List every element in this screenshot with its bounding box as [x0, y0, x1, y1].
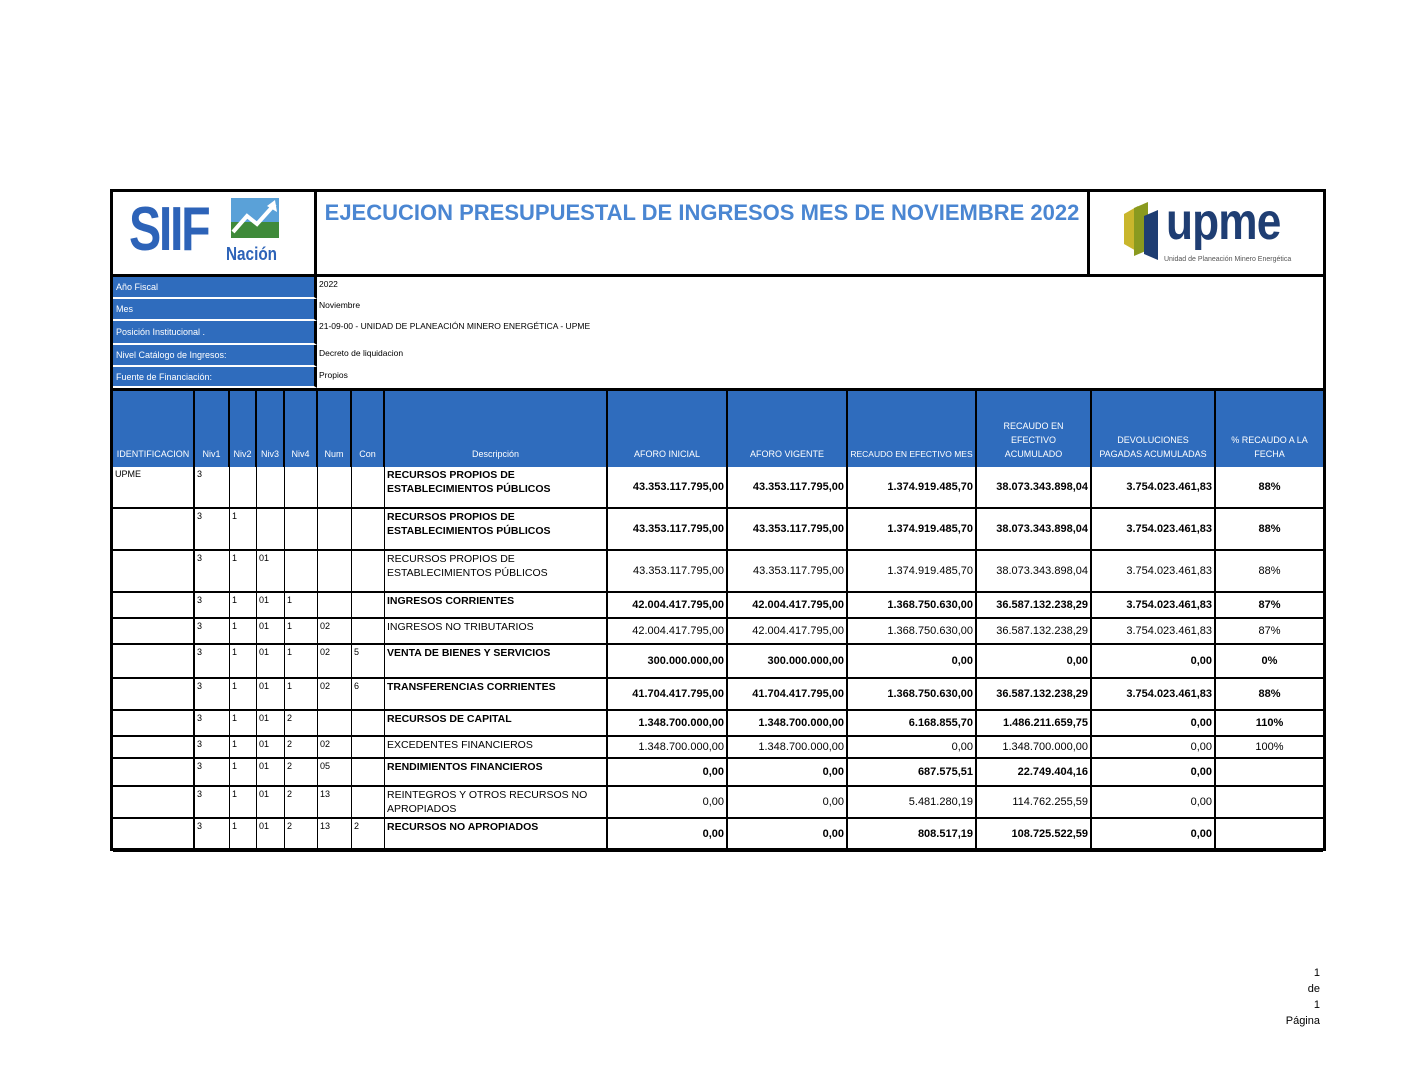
- cell-devoluciones: 3.754.023.461,83: [1092, 593, 1216, 617]
- cell-niv4: [285, 509, 318, 549]
- cell-con: 6: [352, 679, 385, 709]
- cell-devoluciones: 0,00: [1092, 711, 1216, 735]
- page-de: de: [1307, 983, 1320, 995]
- cell-niv2: 1: [230, 679, 257, 709]
- cell-niv4: [285, 551, 318, 591]
- info-label-anio-fiscal: Año Fiscal: [113, 277, 317, 299]
- cell-niv1: 3: [195, 509, 230, 549]
- cell-recaudo-acum: 38.073.343.898,04: [977, 551, 1092, 591]
- cell-recaudo-mes: 1.374.919.485,70: [848, 509, 977, 549]
- cell-recaudo-acum: 1.348.700.000,00: [977, 737, 1092, 757]
- cell-recaudo-acum: 1.486.211.659,75: [977, 711, 1092, 735]
- cell-aforo-inicial: 1.348.700.000,00: [608, 737, 728, 757]
- cell-aforo-inicial: 43.353.117.795,00: [608, 551, 728, 591]
- cell-con: [352, 787, 385, 817]
- cell-recaudo-acum: 114.762.255,59: [977, 787, 1092, 817]
- col-aforo-vigente: AFORO VIGENTE: [728, 391, 848, 467]
- cell-desc: TRANSFERENCIAS CORRIENTES: [385, 679, 608, 709]
- cell-con: 5: [352, 645, 385, 677]
- cell-niv1: 3: [195, 593, 230, 617]
- cell-num: 02: [318, 619, 352, 643]
- cell-desc: RECURSOS PROPIOS DE ESTABLECIMIENTOS PÚBLICOS: [385, 467, 608, 507]
- cell-recaudo-mes: 1.368.750.630,00: [848, 593, 977, 617]
- cell-niv3: 01: [257, 619, 285, 643]
- cell-num: 13: [318, 819, 352, 850]
- cell-num: [318, 593, 352, 617]
- cell-num: 02: [318, 645, 352, 677]
- cell-niv3: 01: [257, 759, 285, 785]
- cell-niv4: [285, 467, 318, 507]
- upme-logo-text: upme: [1166, 193, 1281, 251]
- page-total: 1: [1313, 999, 1320, 1011]
- cell-pct: 0%: [1261, 654, 1278, 667]
- cell-niv3: 01: [257, 679, 285, 709]
- cell-niv4: 2: [285, 737, 318, 757]
- cell-desc: REINTEGROS Y OTROS RECURSOS NO APROPIADOS: [385, 787, 608, 817]
- info-value-nivel-catalogo: Decreto de liquidacion: [319, 348, 404, 358]
- cell-recaudo-mes: 0,00: [848, 737, 977, 757]
- cell-niv2: 1: [230, 759, 257, 785]
- cell-aforo-inicial: 0,00: [608, 759, 728, 785]
- table-row: [113, 509, 1323, 551]
- cell-aforo-vigente: 0,00: [728, 819, 848, 850]
- cell-niv2: 1: [230, 711, 257, 735]
- cell-recaudo-acum: 36.587.132.238,29: [977, 679, 1092, 709]
- table-row: [113, 645, 1323, 679]
- cell-devoluciones: 0,00: [1092, 737, 1216, 757]
- cell-desc: INGRESOS NO TRIBUTARIOS: [385, 619, 608, 643]
- info-label-fuente: Fuente de Financiación:: [113, 367, 317, 388]
- cell-devoluciones: 3.754.023.461,83: [1092, 551, 1216, 591]
- cell-con: [352, 759, 385, 785]
- upme-emblem-icon: [1120, 200, 1166, 260]
- table-row: [113, 593, 1323, 619]
- cell-niv2: 1: [230, 787, 257, 817]
- cell-con: [352, 619, 385, 643]
- cell-con: [352, 467, 385, 507]
- cell-desc: RECURSOS PROPIOS DE ESTABLECIMIENTOS PÚBLICOS: [385, 551, 608, 591]
- cell-niv2: 1: [230, 645, 257, 677]
- cell-aforo-vigente: 1.348.700.000,00: [728, 711, 848, 735]
- cell-con: [352, 711, 385, 735]
- cell-niv2: 1: [230, 593, 257, 617]
- cell-recaudo-mes: 1.368.750.630,00: [848, 619, 977, 643]
- cell-niv1: 3: [195, 819, 230, 850]
- cell-pct: 110%: [1255, 716, 1284, 729]
- cell-desc: RENDIMIENTOS FINANCIEROS: [385, 759, 608, 785]
- cell-recaudo-acum: 0,00: [977, 645, 1092, 677]
- table-row: [113, 737, 1323, 759]
- cell-aforo-inicial: 1.348.700.000,00: [608, 711, 728, 735]
- cell-aforo-inicial: 300.000.000,00: [608, 645, 728, 677]
- cell-pct: 88%: [1258, 564, 1281, 577]
- cell-aforo-inicial: 0,00: [608, 819, 728, 850]
- info-value-fuente: Propios: [319, 370, 348, 380]
- cell-con: 2: [352, 819, 385, 850]
- cell-niv3: 01: [257, 737, 285, 757]
- info-label-posicion: Posición Institucional .: [113, 321, 317, 345]
- cell-niv3: 01: [257, 551, 285, 591]
- cell-num: 13: [318, 787, 352, 817]
- cell-aforo-vigente: 42.004.417.795,00: [728, 593, 848, 617]
- page-number: [1270, 965, 1320, 1029]
- cell-niv1: 3: [195, 551, 230, 591]
- cell-recaudo-mes: 687.575,51: [848, 759, 977, 785]
- cell-niv1: 3: [195, 737, 230, 757]
- cell-desc: RECURSOS DE CAPITAL: [385, 711, 608, 735]
- cell-niv2: 1: [230, 737, 257, 757]
- cell-aforo-vigente: 300.000.000,00: [728, 645, 848, 677]
- cell-niv3: 01: [257, 645, 285, 677]
- cell-pct: 88%: [1258, 522, 1281, 535]
- cell-niv4: 1: [285, 593, 318, 617]
- cell-niv3: 01: [257, 787, 285, 817]
- cell-niv1: 3: [195, 759, 230, 785]
- table-row: [113, 679, 1323, 711]
- col-pct-recaudo: % RECAUDO A LA FECHA: [1216, 391, 1323, 467]
- cell-pct: 88%: [1258, 687, 1281, 700]
- col-niv1: Niv1: [195, 391, 230, 467]
- identificacion-cell: UPME: [113, 467, 195, 848]
- cell-num: [318, 711, 352, 735]
- cell-recaudo-mes: 0,00: [848, 645, 977, 677]
- cell-pct: [1216, 759, 1323, 785]
- cell-con: [352, 551, 385, 591]
- cell-devoluciones: 0,00: [1092, 819, 1216, 850]
- col-niv3: Niv3: [257, 391, 285, 467]
- cell-recaudo-mes: 5.481.280,19: [848, 787, 977, 817]
- cell-niv2: 1: [230, 509, 257, 549]
- cell-devoluciones: 3.754.023.461,83: [1092, 467, 1216, 507]
- cell-niv1: 3: [195, 619, 230, 643]
- col-recaudo-mes: RECAUDO EN EFECTIVO MES: [848, 391, 977, 467]
- cell-devoluciones: 0,00: [1092, 759, 1216, 785]
- col-recaudo-acumulado: RECAUDO EN EFECTIVO ACUMULADO: [977, 391, 1092, 467]
- cell-niv3: [257, 509, 285, 549]
- col-niv2: Niv2: [230, 391, 257, 467]
- chart-arrow-icon: [231, 198, 279, 238]
- cell-devoluciones: 3.754.023.461,83: [1092, 679, 1216, 709]
- cell-niv4: 2: [285, 759, 318, 785]
- cell-recaudo-acum: 38.073.343.898,04: [977, 467, 1092, 507]
- table-row: [113, 819, 1323, 852]
- table-row: [113, 619, 1323, 645]
- cell-desc: RECURSOS PROPIOS DE ESTABLECIMIENTOS PÚBLICOS: [385, 509, 608, 549]
- cell-desc: EXCEDENTES FINANCIEROS: [385, 737, 608, 757]
- cell-niv4: 2: [285, 787, 318, 817]
- table-row: [113, 711, 1323, 737]
- cell-aforo-inicial: 43.353.117.795,00: [608, 467, 728, 507]
- cell-aforo-vigente: 1.348.700.000,00: [728, 737, 848, 757]
- cell-devoluciones: 0,00: [1092, 787, 1216, 817]
- cell-recaudo-acum: 22.749.404,16: [977, 759, 1092, 785]
- cell-pct: 87%: [1258, 624, 1281, 637]
- cell-niv4: 1: [285, 679, 318, 709]
- cell-niv2: [230, 467, 257, 507]
- report-frame: [110, 189, 1326, 851]
- cell-aforo-inicial: 0,00: [608, 787, 728, 817]
- cell-niv3: [257, 467, 285, 507]
- cell-pct: 100%: [1255, 740, 1284, 753]
- col-num: Num: [318, 391, 352, 467]
- siif-logo-text: SIIF: [129, 195, 209, 264]
- cell-aforo-inicial: 42.004.417.795,00: [608, 593, 728, 617]
- cell-niv1: 3: [195, 679, 230, 709]
- cell-aforo-inicial: 42.004.417.795,00: [608, 619, 728, 643]
- siif-logo-subtext: Nación: [226, 244, 278, 264]
- cell-pct: [1216, 787, 1323, 817]
- cell-devoluciones: 0,00: [1092, 645, 1216, 677]
- report-title: EJECUCION PRESUPUESTAL DE INGRESOS MES DE NOVIEMBRE 2022: [317, 192, 1090, 274]
- cell-con: [352, 509, 385, 549]
- cell-aforo-vigente: 43.353.117.795,00: [728, 509, 848, 549]
- cell-aforo-vigente: 43.353.117.795,00: [728, 467, 848, 507]
- info-value-anio-fiscal: 2022: [319, 279, 338, 289]
- table-row: [113, 551, 1323, 593]
- cell-niv2: 1: [230, 819, 257, 850]
- cell-pct: 88%: [1258, 480, 1281, 493]
- col-niv4: Niv4: [285, 391, 318, 467]
- cell-niv1: 3: [195, 787, 230, 817]
- cell-recaudo-mes: 808.517,19: [848, 819, 977, 850]
- cell-num: 05: [318, 759, 352, 785]
- info-value-posicion: 21-09-00 - UNIDAD DE PLANEACIÓN MINERO ENERGÉTICA - UPME: [319, 321, 591, 331]
- siif-nacion-logo: [113, 192, 317, 274]
- cell-niv4: 2: [285, 711, 318, 735]
- cell-niv3: 01: [257, 819, 285, 850]
- report-header: [113, 192, 1323, 277]
- cell-aforo-vigente: 42.004.417.795,00: [728, 619, 848, 643]
- info-value-mes: Noviembre: [319, 300, 361, 310]
- cell-recaudo-mes: 1.374.919.485,70: [848, 467, 977, 507]
- info-label-mes: Mes: [113, 299, 317, 321]
- cell-recaudo-acum: 36.587.132.238,29: [977, 619, 1092, 643]
- table-header: [113, 388, 1323, 467]
- cell-recaudo-mes: 6.168.855,70: [848, 711, 977, 735]
- cell-num: [318, 467, 352, 507]
- table-row: [113, 759, 1323, 787]
- col-identificacion: IDENTIFICACION: [113, 391, 195, 467]
- info-label-nivel-catalogo: Nivel Catálogo de Ingresos:: [113, 345, 317, 367]
- page-label: Página: [1285, 1015, 1320, 1027]
- table-row: [113, 467, 1323, 509]
- cell-recaudo-mes: 1.374.919.485,70: [848, 551, 977, 591]
- col-con: Con: [352, 391, 385, 467]
- cell-niv3: 01: [257, 711, 285, 735]
- cell-aforo-inicial: 43.353.117.795,00: [608, 509, 728, 549]
- cell-con: [352, 737, 385, 757]
- cell-niv1: 3: [195, 467, 230, 507]
- cell-recaudo-mes: 1.368.750.630,00: [848, 679, 977, 709]
- col-devoluciones: DEVOLUCIONES PAGADAS ACUMULADAS: [1092, 391, 1216, 467]
- cell-desc: VENTA DE BIENES Y SERVICIOS: [385, 645, 608, 677]
- cell-desc: RECURSOS NO APROPIADOS: [385, 819, 608, 850]
- page-current: 1: [1313, 967, 1320, 979]
- table-row: [113, 787, 1323, 819]
- cell-pct: 87%: [1258, 598, 1281, 611]
- col-descripcion: Descripción: [385, 391, 608, 467]
- cell-aforo-vigente: 0,00: [728, 759, 848, 785]
- cell-desc: INGRESOS CORRIENTES: [385, 593, 608, 617]
- cell-niv4: 1: [285, 619, 318, 643]
- cell-recaudo-acum: 36.587.132.238,29: [977, 593, 1092, 617]
- cell-aforo-vigente: 0,00: [728, 787, 848, 817]
- cell-recaudo-acum: 108.725.522,59: [977, 819, 1092, 850]
- cell-niv3: 01: [257, 593, 285, 617]
- cell-pct: [1216, 819, 1323, 850]
- cell-devoluciones: 3.754.023.461,83: [1092, 619, 1216, 643]
- cell-con: [352, 593, 385, 617]
- cell-num: [318, 509, 352, 549]
- cell-niv2: 1: [230, 551, 257, 591]
- cell-num: 02: [318, 737, 352, 757]
- upme-logo: [1090, 192, 1323, 274]
- cell-aforo-vigente: 43.353.117.795,00: [728, 551, 848, 591]
- cell-recaudo-acum: 38.073.343.898,04: [977, 509, 1092, 549]
- cell-niv1: 3: [195, 711, 230, 735]
- upme-logo-subtext: Unidad de Planeación Minero Energética: [1164, 256, 1292, 263]
- cell-niv4: 1: [285, 645, 318, 677]
- cell-devoluciones: 3.754.023.461,83: [1092, 509, 1216, 549]
- cell-niv2: 1: [230, 619, 257, 643]
- cell-num: [318, 551, 352, 591]
- cell-niv4: 2: [285, 819, 318, 850]
- cell-num: 02: [318, 679, 352, 709]
- cell-niv1: 3: [195, 645, 230, 677]
- cell-aforo-vigente: 41.704.417.795,00: [728, 679, 848, 709]
- cell-aforo-inicial: 41.704.417.795,00: [608, 679, 728, 709]
- col-aforo-inicial: AFORO INICIAL: [608, 391, 728, 467]
